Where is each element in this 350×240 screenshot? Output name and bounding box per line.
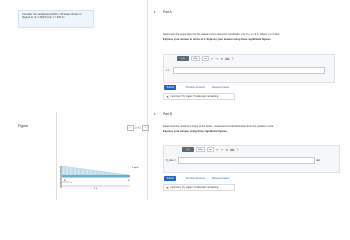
part-b-title[interactable]: Part B bbox=[163, 112, 172, 116]
undo-icon[interactable]: ↶ bbox=[211, 56, 214, 61]
fixed-support-wall bbox=[60, 166, 62, 188]
beam-figure bbox=[58, 162, 142, 192]
incorrect-x-icon: ✕ bbox=[166, 94, 169, 99]
problem-statement bbox=[18, 10, 94, 28]
part-a-title[interactable]: Part A bbox=[163, 10, 172, 14]
part-b-previous-answers-link[interactable]: Previous Answers bbox=[186, 177, 205, 180]
vector-button[interactable]: vec bbox=[203, 57, 208, 60]
beam bbox=[62, 175, 130, 178]
redo-icon[interactable]: ↷ bbox=[215, 56, 219, 61]
redo-icon[interactable]: ↷ bbox=[220, 147, 224, 152]
part-b-toolbar bbox=[182, 147, 238, 152]
greek-symbols-button[interactable]: ΑΣφ bbox=[196, 147, 205, 152]
figure-label: Figure bbox=[18, 124, 29, 128]
part-b-instruction: Express your answer using three significant figures. bbox=[163, 130, 228, 133]
part-b-input-label: θ_max = bbox=[166, 159, 177, 162]
greek-symbols-button[interactable]: ΑΣφ bbox=[191, 56, 200, 61]
problem-text-line1: Consider the cantilevered W14 × 30 beam shown in bbox=[22, 13, 82, 16]
part-a-answer-input[interactable] bbox=[173, 67, 325, 74]
point-b-label: B bbox=[128, 180, 130, 182]
part-a-input-label: v = bbox=[166, 69, 170, 72]
next-figure-button[interactable] bbox=[142, 125, 149, 131]
part-b-request-answer-link[interactable]: Request Answer bbox=[212, 177, 230, 180]
incorrect-x-icon: ✕ bbox=[166, 185, 169, 190]
prev-figure-button[interactable] bbox=[127, 125, 134, 131]
x-axis-label: x bbox=[71, 182, 72, 184]
template-button[interactable]: ▯√▯ bbox=[177, 56, 189, 61]
part-b-unit-label: rad bbox=[316, 159, 320, 162]
part-a-submit-button[interactable]: Submit bbox=[164, 85, 176, 90]
part-b-feedback-text: Incorrect; Try Again; 5 attempts remaining bbox=[170, 186, 219, 189]
reset-icon[interactable]: ⟲ bbox=[225, 147, 229, 152]
keyboard-icon[interactable]: ⌨ bbox=[225, 56, 230, 61]
part-a-toolbar bbox=[177, 56, 233, 61]
part-a-instruction: Express your answer in terms of x. Express your answer using three significant figures. bbox=[163, 38, 272, 41]
vector-button[interactable]: vec bbox=[208, 148, 213, 151]
part-a-feedback-text: Incorrect; Try Again; 5 attempts remaining bbox=[170, 95, 219, 98]
part-a-prompt: Determine the expression for the elastic curve using the coordinate x for 0 ≤ x ≤ 9 ft, where x is in feet. bbox=[163, 33, 281, 36]
template-button[interactable]: ▯√▯ bbox=[182, 147, 194, 152]
load-label: 3 kip/ft bbox=[132, 167, 139, 169]
pager-text: 1 of 1 bbox=[134, 126, 141, 130]
chevron-left-icon: ‹ bbox=[129, 126, 131, 129]
part-a-collapse-icon[interactable]: ▾ bbox=[154, 10, 156, 14]
figure-pager bbox=[126, 125, 149, 131]
part-b-feedback bbox=[163, 184, 235, 191]
column-divider bbox=[144, 0, 148, 200]
length-label: 9 ft bbox=[94, 188, 98, 190]
part-a-request-answer-link[interactable]: Request Answer bbox=[212, 86, 230, 89]
undo-icon[interactable]: ↶ bbox=[216, 147, 219, 152]
reset-icon[interactable]: ⟲ bbox=[220, 56, 224, 61]
distributed-load bbox=[62, 166, 128, 175]
keyboard-icon[interactable]: ⌨ bbox=[230, 147, 235, 152]
part-b-collapse-icon[interactable]: ▾ bbox=[154, 112, 156, 116]
help-icon[interactable]: ? bbox=[236, 147, 239, 152]
problem-text-line2: (Figure 1). E = 29(10³) ksi, I = 291 in⁴. bbox=[22, 16, 66, 20]
part-b-prompt: Determine the maximum slope of the beam, measured counterclockwise from the positive x axis. bbox=[163, 125, 274, 128]
part-b-submit-button[interactable]: Submit bbox=[164, 176, 176, 181]
chevron-right-icon: › bbox=[144, 126, 146, 129]
part-a-previous-answers-link[interactable]: Previous Answers bbox=[186, 86, 205, 89]
part-a-feedback bbox=[163, 93, 235, 100]
part-b-answer-input[interactable] bbox=[178, 157, 315, 164]
help-icon[interactable]: ? bbox=[231, 56, 234, 61]
point-a-label: A bbox=[64, 180, 66, 182]
